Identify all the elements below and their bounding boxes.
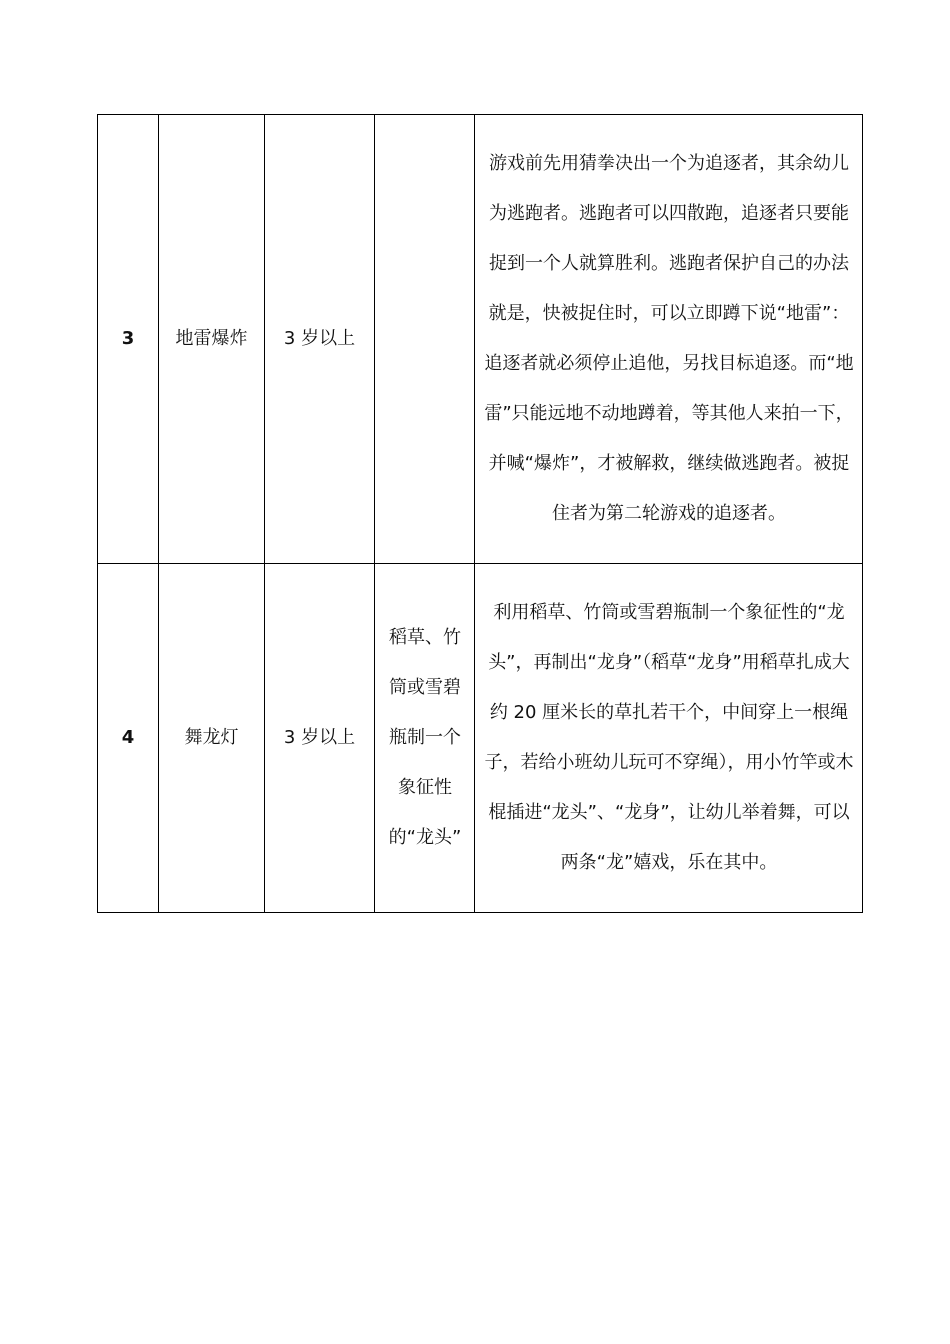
materials-cell [375, 564, 475, 913]
materials-cell [375, 115, 475, 564]
materials-text: 稻草、竹筒或雪碧瓶制一个象征性的“龙头” [388, 627, 462, 848]
description-cell [475, 115, 863, 564]
table-row-3 [98, 115, 863, 564]
row-number-cell: 4 [98, 564, 159, 913]
game-name-cell: 舞龙灯 [159, 564, 265, 913]
age-range-cell: 3 岁以上 [265, 564, 375, 913]
table-row-4 [98, 564, 863, 913]
description-cell [475, 564, 863, 913]
description-text: 利用稻草、竹筒或雪碧瓶制一个象征性的“龙头”，再制出“龙身”（稻草“龙身”用稻草扎成大约 20 厘米长的草扎若干个，中间穿上一根绳子，若给小班幼儿玩可不穿绳），用小竹竿或木棍插进“龙头”、“龙身”，让幼儿举着舞，可以两条“龙”嬉戏，乐在其中。 [484, 602, 854, 873]
games-table [97, 114, 863, 913]
age-range-cell: 3 岁以上 [265, 115, 375, 564]
row-number-cell: 3 [98, 115, 159, 564]
game-name-cell: 地雷爆炸 [159, 115, 265, 564]
description-text: 游戏前先用猜拳决出一个为追逐者，其余幼儿为逃跑者。逃跑者可以四散跑，追逐者只要能捉到一个人就算胜利。逃跑者保护自己的办法就是，快被捉住时，可以立即蹲下说“地雷”：追逐者就必须停止追他，另找目标追逐。而“地雷”只能远地不动地蹲着，等其他人来拍一下，并喊“爆炸”，才被解救，继续做逃跑者。被捉住者为第二轮游戏的追逐者。 [484, 153, 854, 524]
